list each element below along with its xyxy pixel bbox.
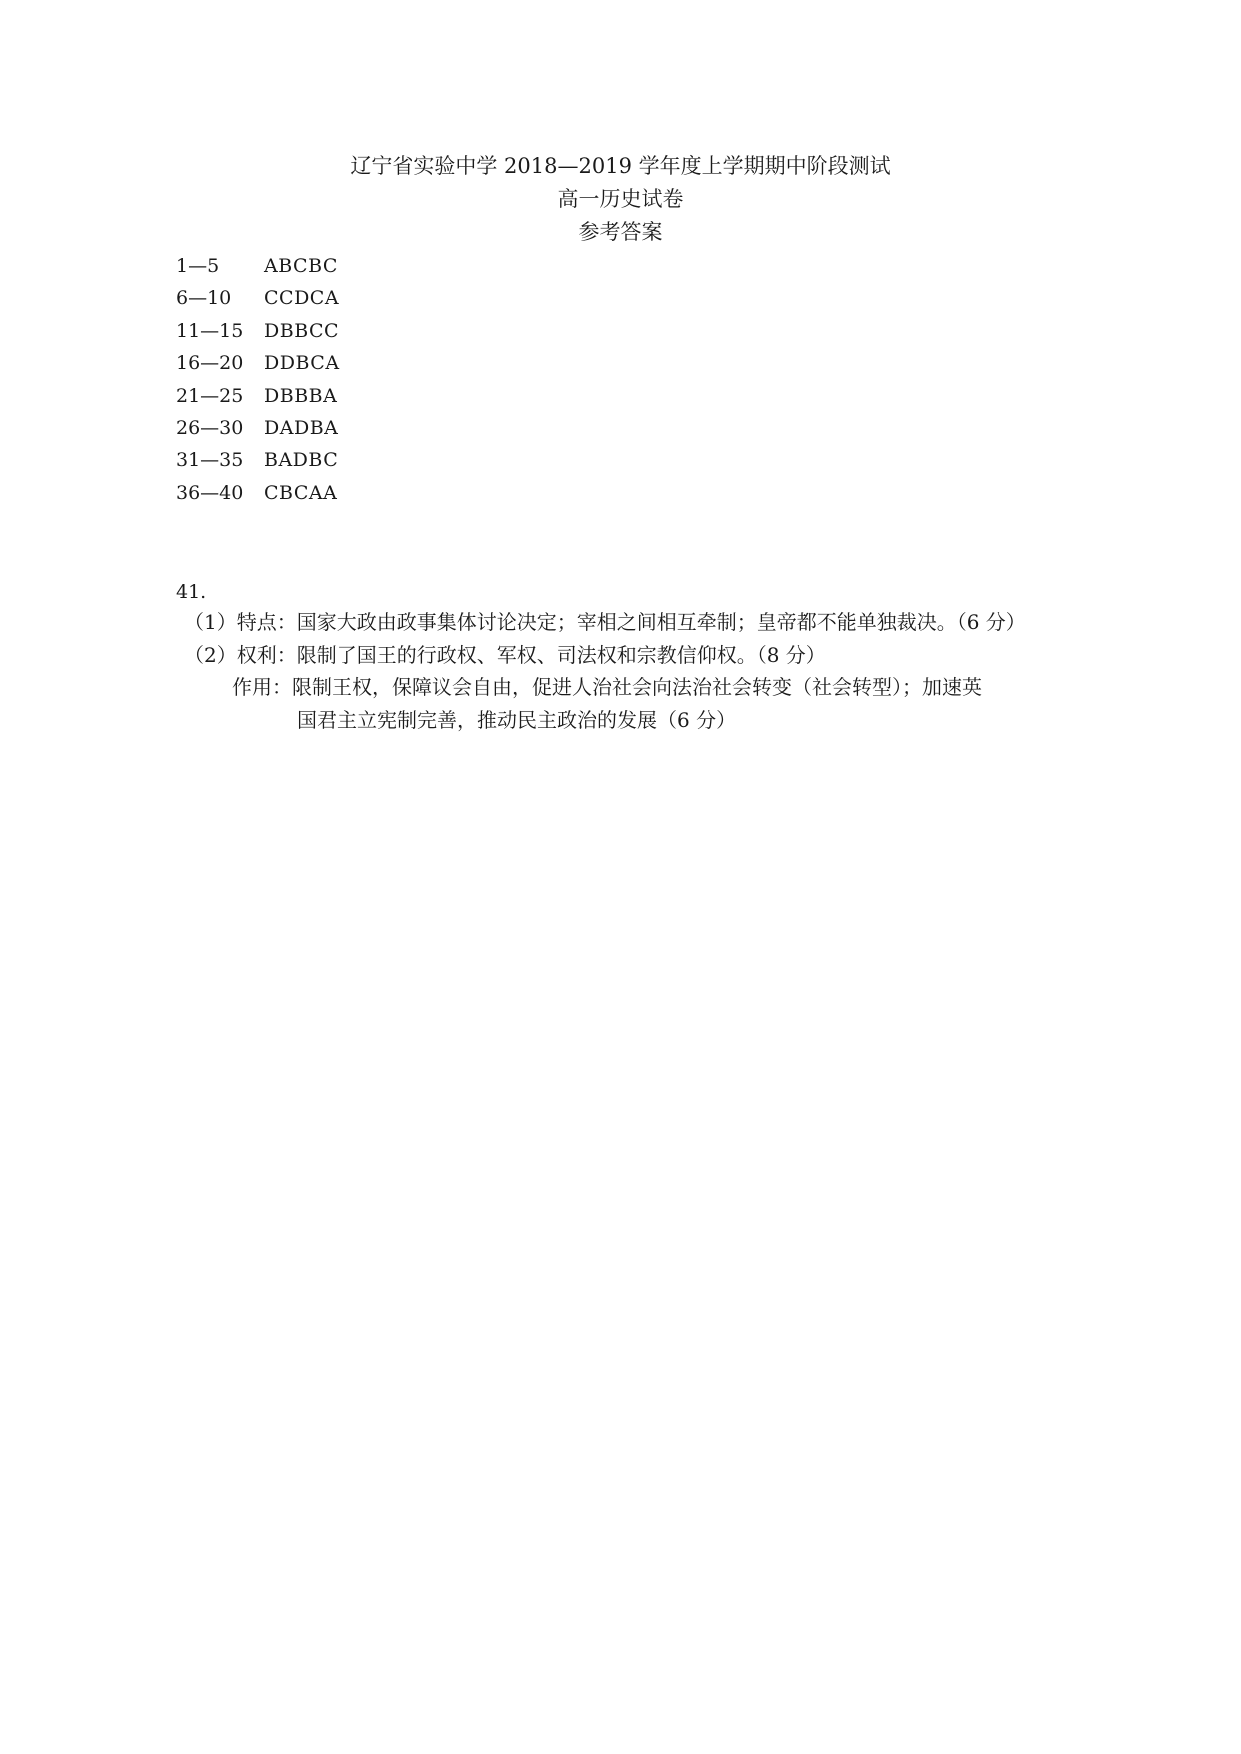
answer-row bbox=[176, 349, 340, 381]
answer-row bbox=[176, 252, 340, 284]
question-41-part2-rights: （2）权利：限制了国王的行政权、军权、司法权和宗教信仰权。（8 分） bbox=[184, 643, 826, 667]
answer-keys: DDBCA bbox=[264, 352, 340, 375]
answer-keys: DADBA bbox=[264, 416, 339, 439]
answer-keys: ABCBC bbox=[264, 255, 338, 277]
multiple-choice-answers bbox=[176, 252, 340, 511]
question-41-part2-effect-line1: 作用：限制王权，保障议会自由，促进人治社会向法治社会转变（社会转型）；加速英 bbox=[232, 675, 982, 699]
answer-range: 6—10 bbox=[176, 287, 232, 310]
answer-row bbox=[176, 317, 340, 349]
answer-range: 16—20 bbox=[176, 352, 244, 375]
answer-range: 26—30 bbox=[176, 416, 244, 439]
doc-type-title: 参考答案 bbox=[578, 220, 663, 244]
answer-keys: CCDCA bbox=[264, 287, 340, 310]
answer-range: 1—5 bbox=[176, 255, 220, 277]
answer-range: 21—25 bbox=[176, 384, 244, 407]
school-title: 辽宁省实验中学 2018—2019 学年度上学期期中阶段测试 bbox=[350, 154, 891, 178]
question-41-part2-effect-line2: 国君主立宪制完善，推动民主政治的发展（6 分） bbox=[297, 708, 737, 732]
answer-keys: DBBCC bbox=[264, 319, 340, 342]
answer-row bbox=[176, 284, 340, 316]
answer-row bbox=[176, 414, 340, 446]
answer-keys: CBCAA bbox=[264, 481, 338, 504]
answer-row bbox=[176, 446, 340, 478]
answer-range: 11—15 bbox=[176, 319, 244, 342]
answer-range: 36—40 bbox=[176, 481, 244, 504]
question-41-part1: （1）特点：国家大政由政事集体讨论决定；宰相之间相互牵制；皇帝都不能单独裁决。（6 分） bbox=[184, 610, 1026, 634]
answer-range: 31—35 bbox=[176, 449, 244, 472]
answer-keys: BADBC bbox=[264, 449, 339, 472]
answer-row bbox=[176, 382, 340, 414]
exam-title: 高一历史试卷 bbox=[557, 187, 684, 211]
question-41-number: 41. bbox=[176, 581, 207, 603]
answer-row bbox=[176, 479, 340, 511]
answer-keys: DBBBA bbox=[264, 384, 338, 407]
